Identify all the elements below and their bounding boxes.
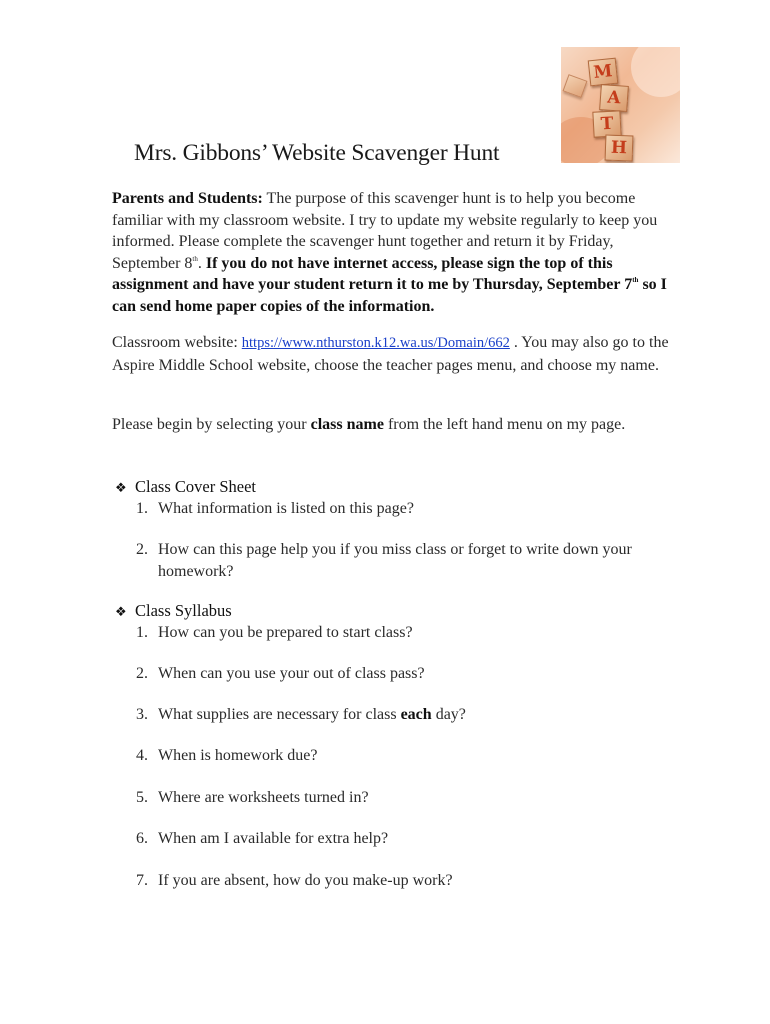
intro-sup-1: th (192, 254, 198, 263)
question-text: How can this page help you if you miss class or forget to write down your homework? (158, 541, 632, 580)
question-number: 2. (136, 541, 148, 558)
intro-text-1: The purpose of this scavenger hunt is to help you become familiar with my classroom website. I try to update my website regularly to keep you informed. Please complete the scavenger hunt together and return it by Friday, September 8 (112, 190, 658, 272)
question-number: 1. (136, 500, 148, 517)
begin-paragraph (112, 414, 672, 436)
math-block-m: M (588, 58, 619, 87)
begin-text-1: Please begin by selecting your (112, 416, 311, 433)
section-heading-label: Class Syllabus (135, 601, 232, 620)
math-block-a: A (599, 84, 629, 112)
question-number: 4. (136, 747, 148, 764)
question-text: If you are absent, how do you make-up work? (158, 872, 453, 889)
question-item (136, 539, 656, 582)
website-text: . You may also go to the Aspire Middle School website, choose the teacher pages menu, and choose my name. (112, 334, 669, 374)
diamond-bullet-icon: ❖ (115, 480, 127, 495)
question-text: Where are worksheets turned in? (158, 789, 369, 806)
question-text-part: What supplies are necessary for class (158, 706, 401, 723)
math-blocks-image (561, 47, 680, 163)
question-text: When can you use your out of class pass? (158, 665, 425, 682)
begin-text-2: from the left hand menu on my page. (383, 416, 626, 433)
question-text (158, 704, 648, 726)
intro-lead: Parents and Students: (112, 190, 263, 207)
question-item (136, 745, 656, 767)
question-text: What information is listed on this page? (158, 500, 414, 517)
question-number: 5. (136, 789, 148, 806)
question-text-part: day? (431, 706, 466, 723)
website-paragraph (112, 332, 672, 376)
section-heading-label: Class Cover Sheet (135, 477, 256, 496)
question-text: When is homework due? (158, 747, 318, 764)
intro-bold-2: so I can send home paper copies of the information. (112, 276, 667, 315)
intro-text-2: . (197, 254, 206, 272)
question-number: 6. (136, 830, 148, 847)
question-item (136, 704, 656, 726)
question-item (136, 828, 656, 850)
diamond-bullet-icon: ❖ (115, 604, 127, 619)
question-text: When am I available for extra help? (158, 830, 389, 847)
question-number: 2. (136, 665, 148, 682)
website-label: Classroom website: (112, 334, 242, 351)
question-number: 3. (136, 706, 148, 723)
page-title: Mrs. Gibbons’ Website Scavenger Hunt (134, 140, 500, 166)
question-emphasis: each (400, 706, 432, 723)
question-item (136, 498, 656, 520)
intro-paragraph (112, 188, 672, 317)
section-heading-syllabus (115, 601, 232, 621)
question-item (136, 663, 656, 685)
intro-bold-1: If you do not have internet access, please sign the top of this assignment and have your student return it to me by Thursday, September 7 (112, 254, 633, 293)
question-number: 7. (136, 872, 148, 889)
question-number: 1. (136, 624, 148, 641)
math-block-h: H (605, 135, 634, 162)
section-heading-cover-sheet (115, 477, 256, 497)
classroom-website-link[interactable]: https://www.nthurston.k12.wa.us/Domain/662 (241, 335, 510, 351)
begin-bold: class name (310, 416, 384, 433)
math-block-t: T (592, 110, 621, 137)
question-text: How can you be prepared to start class? (158, 624, 413, 641)
question-item (136, 622, 656, 644)
question-item (136, 870, 656, 892)
small-block (563, 74, 588, 98)
intro-sup-2: th (632, 276, 639, 284)
question-item (136, 787, 656, 809)
